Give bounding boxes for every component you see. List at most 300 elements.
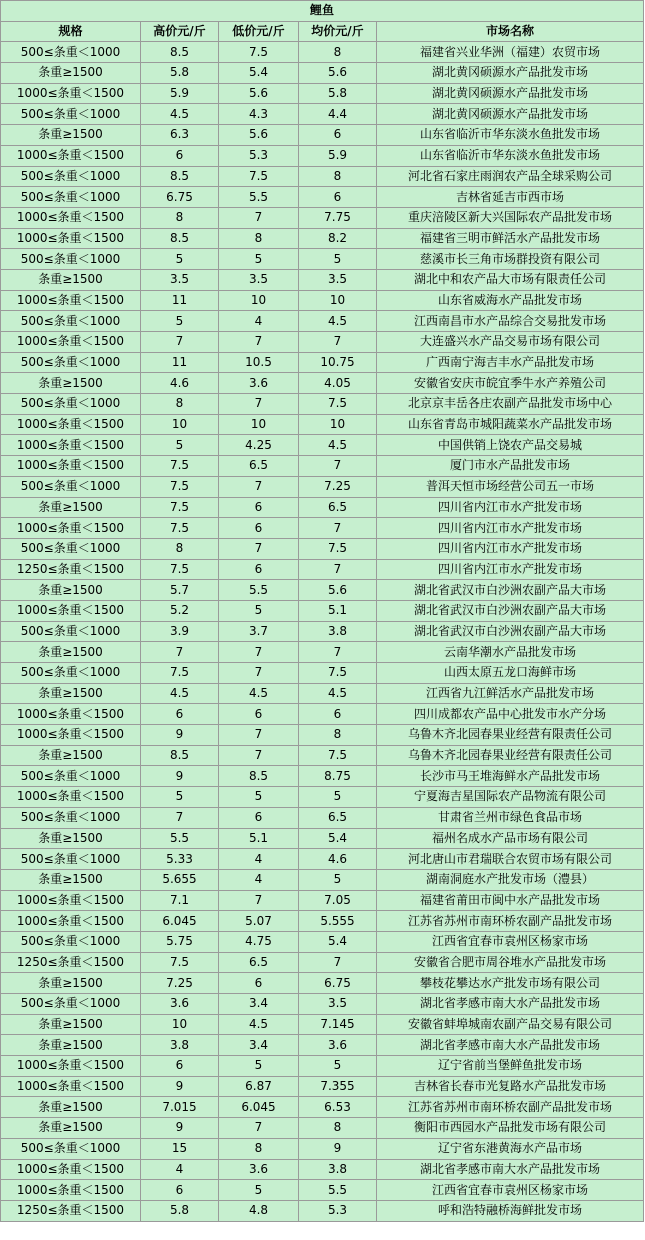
cell-market-name: 山东省青岛市城阳蔬菜水产品批发市场 [377, 414, 644, 435]
cell-market-name: 湖北省孝感市南大水产品批发市场 [377, 1159, 644, 1180]
cell-high-price: 5.655 [141, 869, 219, 890]
cell-low-price: 4.5 [219, 1014, 299, 1035]
cell-market-name: 江西省九江鲜活水产品批发市场 [377, 683, 644, 704]
cell-avg-price: 3.8 [299, 621, 377, 642]
cell-high-price: 7.1 [141, 890, 219, 911]
cell-low-price: 6 [219, 518, 299, 539]
cell-avg-price: 7.355 [299, 1076, 377, 1097]
table-row [1, 1118, 644, 1139]
cell-avg-price: 5.4 [299, 931, 377, 952]
cell-avg-price: 6 [299, 125, 377, 146]
cell-market-name: 山西太原五龙口海鲜市场 [377, 663, 644, 684]
cell-spec: 1000≤条重＜1500 [1, 332, 141, 353]
cell-low-price: 6 [219, 704, 299, 725]
cell-avg-price: 5.6 [299, 63, 377, 84]
cell-high-price: 8 [141, 394, 219, 415]
cell-low-price: 8 [219, 228, 299, 249]
cell-avg-price: 5.5 [299, 1180, 377, 1201]
cell-avg-price: 6 [299, 187, 377, 208]
cell-avg-price: 4.4 [299, 104, 377, 125]
table-row [1, 332, 644, 353]
cell-high-price: 5.7 [141, 580, 219, 601]
cell-market-name: 湖北黄冈硕源水产品批发市场 [377, 104, 644, 125]
table-row [1, 269, 644, 290]
cell-low-price: 7 [219, 725, 299, 746]
header-avg-price: 均价元/斤 [299, 21, 377, 42]
cell-low-price: 4 [219, 849, 299, 870]
cell-low-price: 3.7 [219, 621, 299, 642]
cell-spec: 1000≤条重＜1500 [1, 725, 141, 746]
table-row [1, 1200, 644, 1221]
cell-high-price: 3.8 [141, 1035, 219, 1056]
cell-avg-price: 4.05 [299, 373, 377, 394]
cell-high-price: 7.25 [141, 973, 219, 994]
table-row [1, 63, 644, 84]
table-row [1, 787, 644, 808]
cell-low-price: 10.5 [219, 352, 299, 373]
cell-low-price: 6.5 [219, 456, 299, 477]
cell-market-name: 宁夏海吉星国际农产品物流有限公司 [377, 787, 644, 808]
header-market-name: 市场名称 [377, 21, 644, 42]
cell-market-name: 吉林省长春市光复路水产品批发市场 [377, 1076, 644, 1097]
cell-avg-price: 4.6 [299, 849, 377, 870]
table-row [1, 580, 644, 601]
cell-market-name: 安徽省蚌埠城南农副产品交易有限公司 [377, 1014, 644, 1035]
cell-high-price: 3.9 [141, 621, 219, 642]
cell-low-price: 5.5 [219, 187, 299, 208]
cell-high-price: 7.015 [141, 1097, 219, 1118]
cell-high-price: 7.5 [141, 663, 219, 684]
cell-avg-price: 10 [299, 414, 377, 435]
table-row [1, 911, 644, 932]
cell-high-price: 6.045 [141, 911, 219, 932]
table-row [1, 83, 644, 104]
cell-avg-price: 10.75 [299, 352, 377, 373]
cell-market-name: 江苏省苏州市南环桥农副产品批发市场 [377, 1097, 644, 1118]
table-row [1, 538, 644, 559]
cell-avg-price: 7.25 [299, 476, 377, 497]
cell-high-price: 5 [141, 435, 219, 456]
cell-avg-price: 7.75 [299, 207, 377, 228]
cell-avg-price: 6.5 [299, 497, 377, 518]
cell-avg-price: 8 [299, 1118, 377, 1139]
cell-high-price: 3.5 [141, 269, 219, 290]
cell-avg-price: 7.5 [299, 745, 377, 766]
table-row [1, 352, 644, 373]
cell-low-price: 3.5 [219, 269, 299, 290]
cell-spec: 500≤条重＜1000 [1, 849, 141, 870]
cell-avg-price: 5 [299, 249, 377, 270]
table-row [1, 600, 644, 621]
cell-avg-price: 3.8 [299, 1159, 377, 1180]
cell-market-name: 云南华潮水产品批发市场 [377, 642, 644, 663]
table-row [1, 290, 644, 311]
table-row [1, 456, 644, 477]
cell-market-name: 中国供销上饶农产品交易城 [377, 435, 644, 456]
cell-market-name: 福建省兴业华洲（福建）农贸市场 [377, 42, 644, 63]
cell-high-price: 15 [141, 1138, 219, 1159]
cell-market-name: 四川成都农产品中心批发市水产分场 [377, 704, 644, 725]
cell-spec: 1000≤条重＜1500 [1, 1180, 141, 1201]
table-row [1, 187, 644, 208]
table-row [1, 869, 644, 890]
table-header-row [1, 21, 644, 42]
cell-market-name: 重庆涪陵区新大兴国际农产品批发市场 [377, 207, 644, 228]
cell-low-price: 5 [219, 600, 299, 621]
cell-low-price: 4.5 [219, 683, 299, 704]
cell-spec: 1000≤条重＜1500 [1, 704, 141, 725]
cell-market-name: 河北唐山市君瑞联合农贸市场有限公司 [377, 849, 644, 870]
cell-high-price: 4.6 [141, 373, 219, 394]
cell-spec: 1000≤条重＜1500 [1, 1056, 141, 1077]
cell-spec: 1000≤条重＜1500 [1, 228, 141, 249]
cell-spec: 1000≤条重＜1500 [1, 456, 141, 477]
cell-high-price: 6.75 [141, 187, 219, 208]
cell-avg-price: 5.555 [299, 911, 377, 932]
cell-avg-price: 8.2 [299, 228, 377, 249]
table-row [1, 828, 644, 849]
cell-low-price: 10 [219, 290, 299, 311]
cell-avg-price: 7.145 [299, 1014, 377, 1035]
cell-low-price: 7 [219, 1118, 299, 1139]
cell-avg-price: 4.5 [299, 311, 377, 332]
cell-spec: 1000≤条重＜1500 [1, 435, 141, 456]
cell-market-name: 山东省临沂市华东淡水鱼批发市场 [377, 145, 644, 166]
cell-market-name: 湖北省武汉市白沙洲农副产品大市场 [377, 580, 644, 601]
cell-market-name: 大连盛兴水产品交易市场有限公司 [377, 332, 644, 353]
cell-market-name: 广西南宁海吉丰水产品批发市场 [377, 352, 644, 373]
cell-market-name: 福建省莆田市闽中水产品批发市场 [377, 890, 644, 911]
cell-low-price: 6.5 [219, 952, 299, 973]
cell-market-name: 攀枝花攀达水产批发市场有限公司 [377, 973, 644, 994]
cell-market-name: 四川省内江市水产批发市场 [377, 538, 644, 559]
cell-spec: 500≤条重＜1000 [1, 807, 141, 828]
cell-low-price: 3.4 [219, 994, 299, 1015]
table-row [1, 745, 644, 766]
cell-market-name: 湖北省武汉市白沙洲农副产品大市场 [377, 621, 644, 642]
cell-avg-price: 5 [299, 1056, 377, 1077]
cell-low-price: 5.5 [219, 580, 299, 601]
cell-spec: 1000≤条重＜1500 [1, 911, 141, 932]
cell-low-price: 10 [219, 414, 299, 435]
cell-spec: 条重≥1500 [1, 828, 141, 849]
cell-avg-price: 7 [299, 559, 377, 580]
cell-high-price: 7.5 [141, 518, 219, 539]
table-row [1, 414, 644, 435]
cell-spec: 500≤条重＜1000 [1, 42, 141, 63]
cell-spec: 1000≤条重＜1500 [1, 414, 141, 435]
cell-market-name: 北京京丰岳各庄农副产品批发市场中心 [377, 394, 644, 415]
cell-spec: 1250≤条重＜1500 [1, 1200, 141, 1221]
cell-low-price: 7 [219, 538, 299, 559]
cell-avg-price: 9 [299, 1138, 377, 1159]
header-spec: 规格 [1, 21, 141, 42]
cell-high-price: 9 [141, 1076, 219, 1097]
cell-spec: 500≤条重＜1000 [1, 1138, 141, 1159]
cell-low-price: 4 [219, 311, 299, 332]
cell-low-price: 4.25 [219, 435, 299, 456]
cell-high-price: 7.5 [141, 559, 219, 580]
cell-low-price: 3.6 [219, 373, 299, 394]
table-row [1, 849, 644, 870]
cell-low-price: 7.5 [219, 42, 299, 63]
cell-avg-price: 5.8 [299, 83, 377, 104]
cell-avg-price: 7.5 [299, 394, 377, 415]
cell-avg-price: 5.3 [299, 1200, 377, 1221]
cell-market-name: 湖北中和农产品大市场有限责任公司 [377, 269, 644, 290]
cell-low-price: 7 [219, 207, 299, 228]
cell-avg-price: 5.1 [299, 600, 377, 621]
cell-spec: 条重≥1500 [1, 869, 141, 890]
cell-spec: 条重≥1500 [1, 497, 141, 518]
cell-avg-price: 3.6 [299, 1035, 377, 1056]
cell-low-price: 7 [219, 332, 299, 353]
table-row [1, 145, 644, 166]
cell-high-price: 9 [141, 1118, 219, 1139]
cell-spec: 500≤条重＜1000 [1, 249, 141, 270]
cell-avg-price: 7.05 [299, 890, 377, 911]
cell-high-price: 7.5 [141, 952, 219, 973]
cell-high-price: 10 [141, 1014, 219, 1035]
cell-low-price: 7 [219, 476, 299, 497]
cell-low-price: 5 [219, 249, 299, 270]
cell-spec: 条重≥1500 [1, 642, 141, 663]
cell-spec: 500≤条重＜1000 [1, 352, 141, 373]
cell-market-name: 厦门市水产品批发市场 [377, 456, 644, 477]
cell-high-price: 5 [141, 249, 219, 270]
cell-low-price: 7 [219, 663, 299, 684]
cell-market-name: 山东省威海水产品批发市场 [377, 290, 644, 311]
cell-spec: 1000≤条重＜1500 [1, 787, 141, 808]
cell-spec: 1000≤条重＜1500 [1, 83, 141, 104]
cell-spec: 1000≤条重＜1500 [1, 290, 141, 311]
cell-high-price: 5 [141, 787, 219, 808]
cell-spec: 1000≤条重＜1500 [1, 1159, 141, 1180]
cell-low-price: 5.6 [219, 83, 299, 104]
cell-high-price: 7 [141, 332, 219, 353]
cell-high-price: 8.5 [141, 745, 219, 766]
cell-high-price: 6.3 [141, 125, 219, 146]
cell-avg-price: 4.5 [299, 683, 377, 704]
cell-high-price: 9 [141, 766, 219, 787]
cell-high-price: 8 [141, 538, 219, 559]
table-title-row [1, 1, 644, 22]
cell-spec: 条重≥1500 [1, 63, 141, 84]
cell-avg-price: 3.5 [299, 994, 377, 1015]
cell-market-name: 慈溪市长三角市场群投资有限公司 [377, 249, 644, 270]
cell-market-name: 四川省内江市水产批发市场 [377, 559, 644, 580]
cell-high-price: 6 [141, 1180, 219, 1201]
cell-high-price: 4.5 [141, 683, 219, 704]
table-row [1, 973, 644, 994]
cell-spec: 条重≥1500 [1, 580, 141, 601]
cell-spec: 500≤条重＜1000 [1, 931, 141, 952]
cell-high-price: 7 [141, 642, 219, 663]
cell-high-price: 6 [141, 1056, 219, 1077]
cell-high-price: 5.33 [141, 849, 219, 870]
cell-low-price: 4 [219, 869, 299, 890]
cell-market-name: 安徽省安庆市皖宜季牛水产养殖公司 [377, 373, 644, 394]
cell-avg-price: 6.75 [299, 973, 377, 994]
cell-low-price: 7 [219, 890, 299, 911]
cell-market-name: 山东省临沂市华东淡水鱼批发市场 [377, 125, 644, 146]
table-row [1, 931, 644, 952]
cell-market-name: 呼和浩特融桥海鲜批发市场 [377, 1200, 644, 1221]
cell-high-price: 11 [141, 290, 219, 311]
cell-market-name: 湖北省孝感市南大水产品批发市场 [377, 994, 644, 1015]
cell-avg-price: 5 [299, 869, 377, 890]
cell-low-price: 7 [219, 745, 299, 766]
cell-high-price: 7 [141, 807, 219, 828]
cell-market-name: 安徽省合肥市周谷堆水产品批发市场 [377, 952, 644, 973]
header-low-price: 低价元/斤 [219, 21, 299, 42]
cell-low-price: 6 [219, 807, 299, 828]
cell-low-price: 3.4 [219, 1035, 299, 1056]
cell-spec: 条重≥1500 [1, 1014, 141, 1035]
cell-high-price: 6 [141, 704, 219, 725]
cell-low-price: 6.045 [219, 1097, 299, 1118]
table-row [1, 1138, 644, 1159]
cell-spec: 1000≤条重＜1500 [1, 890, 141, 911]
cell-market-name: 吉林省延吉市西市场 [377, 187, 644, 208]
cell-spec: 条重≥1500 [1, 973, 141, 994]
cell-market-name: 湖北黄冈硕源水产品批发市场 [377, 83, 644, 104]
cell-high-price: 5.8 [141, 1200, 219, 1221]
cell-avg-price: 6.53 [299, 1097, 377, 1118]
cell-market-name: 四川省内江市水产批发市场 [377, 497, 644, 518]
cell-high-price: 4 [141, 1159, 219, 1180]
cell-avg-price: 5.9 [299, 145, 377, 166]
cell-high-price: 3.6 [141, 994, 219, 1015]
table-row [1, 1097, 644, 1118]
cell-market-name: 湖北省孝感市南大水产品批发市场 [377, 1035, 644, 1056]
cell-spec: 条重≥1500 [1, 683, 141, 704]
cell-spec: 条重≥1500 [1, 269, 141, 290]
cell-high-price: 8 [141, 207, 219, 228]
table-row [1, 994, 644, 1015]
cell-low-price: 6 [219, 559, 299, 580]
cell-low-price: 5.1 [219, 828, 299, 849]
table-row [1, 1076, 644, 1097]
cell-low-price: 4.8 [219, 1200, 299, 1221]
table-row [1, 394, 644, 415]
cell-market-name: 辽宁省东港黄海水产品市场 [377, 1138, 644, 1159]
cell-low-price: 5 [219, 1056, 299, 1077]
cell-high-price: 8.5 [141, 166, 219, 187]
cell-low-price: 6.87 [219, 1076, 299, 1097]
table-row [1, 207, 644, 228]
cell-low-price: 4.3 [219, 104, 299, 125]
table-row [1, 497, 644, 518]
cell-low-price: 8.5 [219, 766, 299, 787]
cell-low-price: 5 [219, 1180, 299, 1201]
cell-spec: 条重≥1500 [1, 125, 141, 146]
table-row [1, 642, 644, 663]
table-row [1, 683, 644, 704]
cell-market-name: 福建省三明市鲜活水产品批发市场 [377, 228, 644, 249]
table-title: 鲤鱼 [1, 1, 644, 22]
cell-spec: 1000≤条重＜1500 [1, 600, 141, 621]
cell-high-price: 7.5 [141, 456, 219, 477]
table-row [1, 1035, 644, 1056]
table-row [1, 621, 644, 642]
cell-avg-price: 7.5 [299, 538, 377, 559]
cell-high-price: 5.75 [141, 931, 219, 952]
table-row [1, 42, 644, 63]
table-row [1, 166, 644, 187]
table-row [1, 663, 644, 684]
cell-low-price: 5.6 [219, 125, 299, 146]
cell-spec: 条重≥1500 [1, 1035, 141, 1056]
cell-avg-price: 8.75 [299, 766, 377, 787]
table-row [1, 704, 644, 725]
cell-spec: 1250≤条重＜1500 [1, 952, 141, 973]
cell-spec: 1000≤条重＜1500 [1, 1076, 141, 1097]
cell-avg-price: 7 [299, 952, 377, 973]
cell-market-name: 湖北省武汉市白沙洲农副产品大市场 [377, 600, 644, 621]
cell-market-name: 河北省石家庄雨润农产品全球采购公司 [377, 166, 644, 187]
cell-high-price: 7.5 [141, 476, 219, 497]
table-row [1, 125, 644, 146]
cell-spec: 500≤条重＜1000 [1, 663, 141, 684]
cell-high-price: 11 [141, 352, 219, 373]
cell-low-price: 7.5 [219, 166, 299, 187]
cell-market-name: 江苏省苏州市南环桥农副产品批发市场 [377, 911, 644, 932]
cell-spec: 1000≤条重＜1500 [1, 518, 141, 539]
table-row [1, 373, 644, 394]
table-row [1, 1159, 644, 1180]
cell-market-name: 长沙市马王堆海鲜水产品批发市场 [377, 766, 644, 787]
table-row [1, 1056, 644, 1077]
table-row [1, 766, 644, 787]
cell-low-price: 6 [219, 973, 299, 994]
cell-high-price: 4.5 [141, 104, 219, 125]
cell-spec: 500≤条重＜1000 [1, 538, 141, 559]
cell-avg-price: 7 [299, 332, 377, 353]
cell-high-price: 5.2 [141, 600, 219, 621]
cell-high-price: 5.5 [141, 828, 219, 849]
cell-avg-price: 4.5 [299, 435, 377, 456]
cell-market-name: 江西省宜春市袁州区杨家市场 [377, 931, 644, 952]
table-row [1, 249, 644, 270]
cell-spec: 条重≥1500 [1, 1097, 141, 1118]
cell-high-price: 8.5 [141, 42, 219, 63]
table-row [1, 1180, 644, 1201]
table-row [1, 104, 644, 125]
table-row [1, 518, 644, 539]
table-row [1, 476, 644, 497]
cell-spec: 条重≥1500 [1, 745, 141, 766]
table-row [1, 725, 644, 746]
table-row [1, 890, 644, 911]
cell-high-price: 5 [141, 311, 219, 332]
table-row [1, 311, 644, 332]
cell-spec: 500≤条重＜1000 [1, 187, 141, 208]
cell-high-price: 6 [141, 145, 219, 166]
cell-low-price: 5 [219, 787, 299, 808]
cell-low-price: 3.6 [219, 1159, 299, 1180]
cell-low-price: 5.3 [219, 145, 299, 166]
cell-avg-price: 6.5 [299, 807, 377, 828]
table-row [1, 435, 644, 456]
table-row [1, 228, 644, 249]
cell-spec: 1250≤条重＜1500 [1, 559, 141, 580]
cell-market-name: 衡阳市西园水产品批发市场有限公司 [377, 1118, 644, 1139]
cell-low-price: 4.75 [219, 931, 299, 952]
cell-avg-price: 3.5 [299, 269, 377, 290]
cell-market-name: 福州名成水产品市场有限公司 [377, 828, 644, 849]
cell-spec: 500≤条重＜1000 [1, 994, 141, 1015]
